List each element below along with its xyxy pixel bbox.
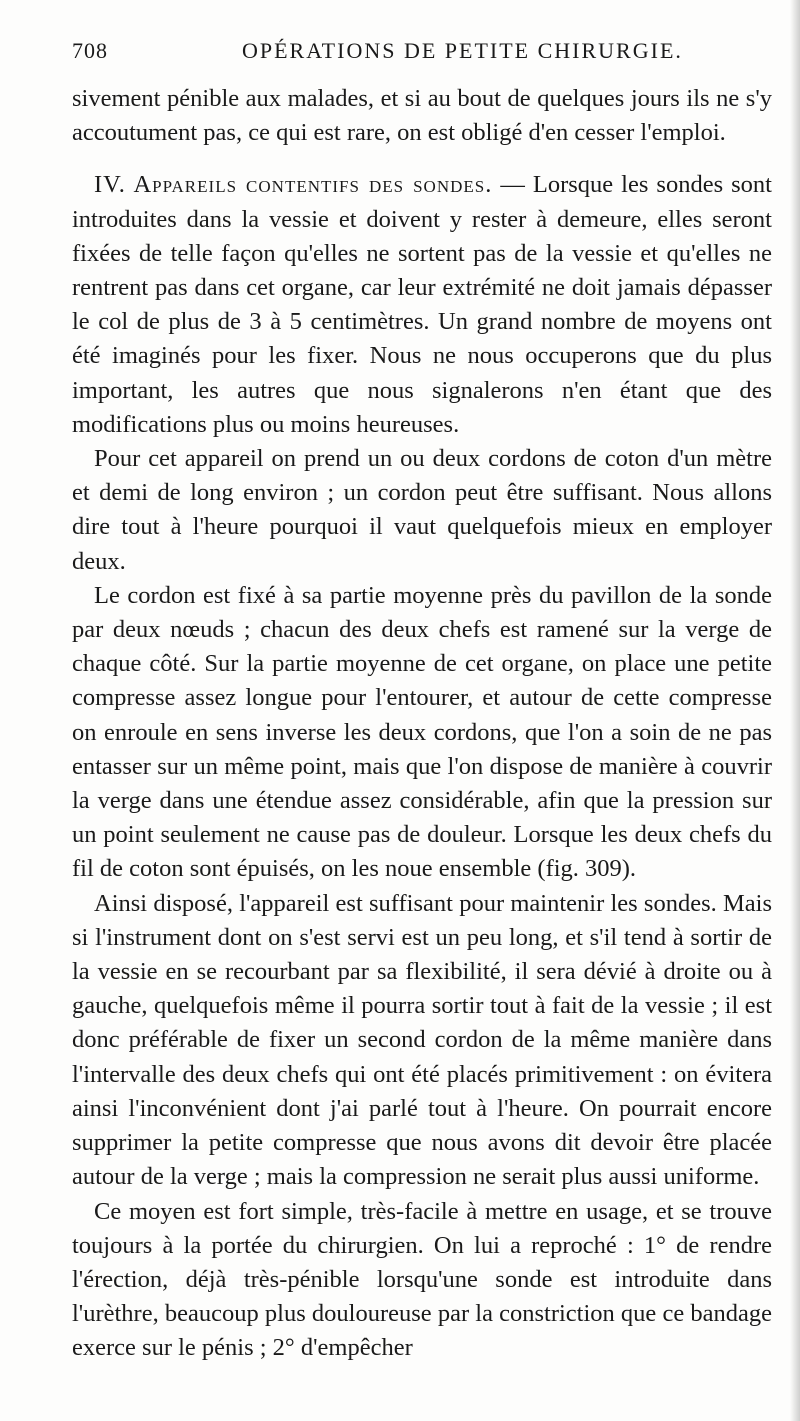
paragraph-section-iv — [72, 168, 772, 442]
paragraph — [72, 887, 772, 1195]
page-edge-shadow — [790, 0, 800, 1421]
paragraph — [72, 442, 772, 579]
paragraph — [72, 1195, 772, 1366]
section-heading: IV. Appareils contentifs des sondes. — [94, 171, 493, 199]
body-text — [72, 82, 772, 1366]
page-header — [72, 38, 762, 74]
paragraph — [72, 579, 772, 887]
page-number: 708 — [72, 38, 108, 63]
paragraph-text: — Lorsque les sondes sont introduites dans la vessie et doivent y rester à demeure, elles seront fixées de telle façon qu'elles ne sortent pas de la vessie et qu'elles ne rentrent pas dans cet organe, car leur extrémité ne doit jamais dépasser le col de plus de 3 à 5 centimètres. Un grand nombre de moyens ont été imaginés pour les fixer. Nous ne nous occuperons que du plus important, les autres que nous signalerons n'en étant que des modifications plus ou moins heureuses. — [72, 171, 772, 438]
paragraph-continuation — [72, 82, 772, 150]
paragraph-text: sivement pénible aux malades, et si au bout de quelques jours ils ne s'y accoutument pas, ce qui est rare, on est obligé d'en cesser l'emploi. — [72, 85, 772, 147]
running-head: OPÉRATIONS DE PETITE CHIRURGIE. — [242, 38, 683, 63]
paragraph-text: Pour cet appareil on prend un ou deux cordons de coton d'un mètre et demi de long environ ; un cordon peut être suffisant. Nous allons dire tout à l'heure pourquoi il vaut quelquefois mieux en employer deux. — [72, 445, 772, 575]
paragraph-text: Ainsi disposé, l'appareil est suffisant pour maintenir les sondes. Mais si l'instrument dont on s'est servi est un peu long, et s'il tend à sortir de la vessie en se recourbant par sa flexibilité, il sera dévié à droite ou à gauche, quelquefois même il pourra sortir tout à fait de la vessie ; il est donc préférable de fixer un second cordon de la même manière dans l'intervalle des deux chefs qui ont été placés primitivement : on évitera ainsi l'inconvénient dont j'ai parlé tout à l'heure. On pourrait encore supprimer la petite compresse que nous avons dit devoir être placée autour de la verge ; mais la compression ne serait plus aussi uniforme. — [72, 889, 772, 1191]
paragraph-text: Le cordon est fixé à sa partie moyenne près du pavillon de la sonde par deux nœuds ; chacun des deux chefs est ramené sur la verge de chaque côté. Sur la partie moyenne de cet organe, on place une petite compresse assez longue pour l'entourer, et autour de cette compresse on enroule en sens inverse les deux cordons, que l'on a soin de ne pas entasser sur un même point, mais que l'on dispose de manière à couvrir la verge dans une étendue assez considérable, afin que la pression sur un point seulement ne cause pas de douleur. Lorsque les deux chefs du fil de coton sont épuisés, on les noue ensemble (fig. 309). — [72, 581, 772, 883]
paragraph-text: Ce moyen est fort simple, très-facile à mettre en usage, et se trouve toujours à la portée du chirurgien. On lui a reproché : 1° de rendre l'érection, déjà très-pénible lorsqu'une sonde est introduite dans l'urèthre, beaucoup plus douloureuse par la constriction que ce bandage exerce sur le pénis ; 2° d'empêcher — [72, 1197, 772, 1362]
